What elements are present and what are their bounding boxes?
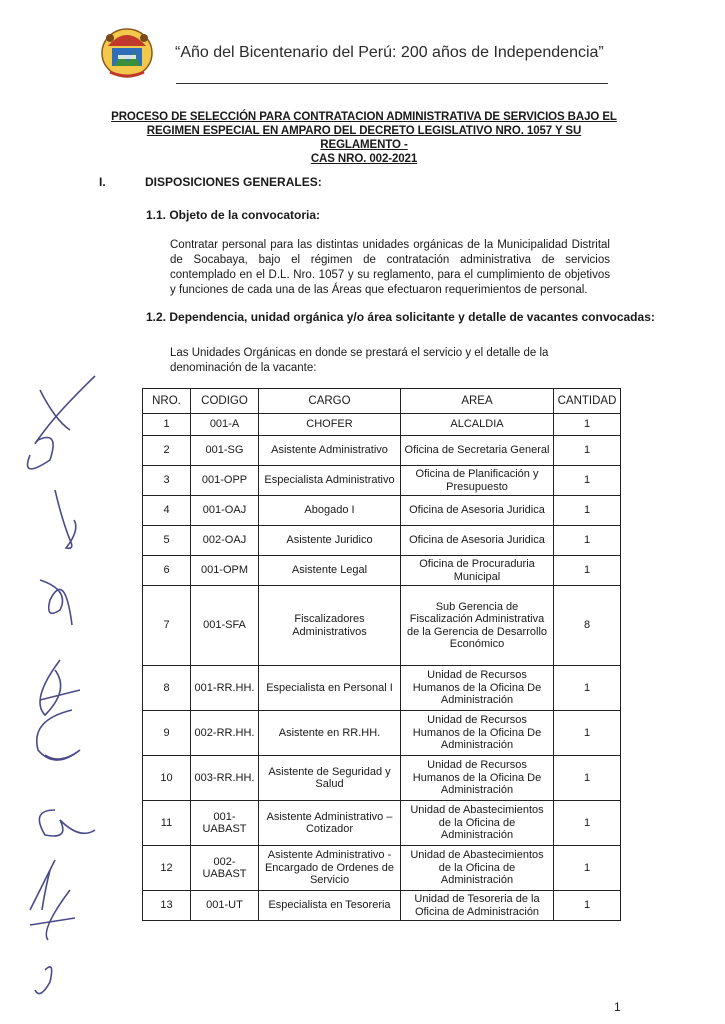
- table-row: [143, 526, 621, 556]
- table-row: [143, 556, 621, 586]
- cell-nro: 11: [143, 801, 191, 846]
- cell-cantidad: 1: [554, 556, 621, 586]
- section-number: I.: [99, 175, 106, 189]
- table-row: [143, 891, 621, 921]
- cell-cargo: Asistente Juridico: [259, 526, 401, 556]
- cell-nro: 7: [143, 586, 191, 666]
- vacancies-table: [142, 388, 621, 921]
- cell-nro: 6: [143, 556, 191, 586]
- cell-area: ALCALDIA: [401, 414, 554, 436]
- cell-codigo: 001-UABAST: [191, 801, 259, 846]
- cell-area: Sub Gerencia de Fiscalización Administrativa de la Gerencia de Desarrollo Económico: [401, 586, 554, 666]
- table-row: [143, 666, 621, 711]
- subsection-1-title: 1.1. Objeto de la convocatoria:: [146, 208, 321, 222]
- cell-codigo: 002-RR.HH.: [191, 711, 259, 756]
- cell-area: Unidad de Recursos Humanos de la Oficina De Administración: [401, 666, 554, 711]
- cell-nro: 1: [143, 414, 191, 436]
- cell-area: Oficina de Secretaria General: [401, 436, 554, 466]
- cell-area: Oficina de Asesoria Juridica: [401, 526, 554, 556]
- cell-codigo: 001-RR.HH.: [191, 666, 259, 711]
- subsection-2-title: 1.2. Dependencia, unidad orgánica y/o área solicitante y detalle de vacantes convocadas:: [146, 310, 655, 324]
- cell-cantidad: 1: [554, 466, 621, 496]
- cell-codigo: 002-UABAST: [191, 846, 259, 891]
- table-row: [143, 846, 621, 891]
- cell-cargo: Asistente en RR.HH.: [259, 711, 401, 756]
- cell-cargo: Abogado I: [259, 496, 401, 526]
- cell-cantidad: 1: [554, 801, 621, 846]
- cell-area: Oficina de Procuraduria Municipal: [401, 556, 554, 586]
- cell-cargo: Asistente de Seguridad y Salud: [259, 756, 401, 801]
- table-row: [143, 414, 621, 436]
- table-row: [143, 801, 621, 846]
- table-row: [143, 496, 621, 526]
- cell-nro: 2: [143, 436, 191, 466]
- cell-cargo: Asistente Legal: [259, 556, 401, 586]
- title-line-3: CAS NRO. 002-2021: [310, 153, 418, 165]
- cell-codigo: 001-SFA: [191, 586, 259, 666]
- cell-nro: 13: [143, 891, 191, 921]
- table-header-row: [143, 389, 621, 414]
- header-cantidad: CANTIDAD: [554, 389, 621, 414]
- table-body: [143, 414, 621, 921]
- table-row: [143, 436, 621, 466]
- table-row: [143, 756, 621, 801]
- cell-cantidad: 8: [554, 586, 621, 666]
- cell-cargo: Especialista en Tesoreria: [259, 891, 401, 921]
- cell-nro: 10: [143, 756, 191, 801]
- header-slogan: “Año del Bicentenario del Perú: 200 años de Independencia”: [175, 44, 604, 61]
- cell-codigo: 001-OAJ: [191, 496, 259, 526]
- cell-codigo: 001-OPM: [191, 556, 259, 586]
- header-codigo: CODIGO: [191, 389, 259, 414]
- page-number: 1: [614, 1000, 621, 1014]
- cell-cargo: CHOFER: [259, 414, 401, 436]
- document-title: [108, 110, 620, 166]
- section-title: DISPOSICIONES GENERALES:: [145, 175, 322, 189]
- cell-area: Unidad de Tesoreria de la Oficina de Administración: [401, 891, 554, 921]
- table-row: [143, 466, 621, 496]
- table-row: [143, 586, 621, 666]
- cell-codigo: 001-SG: [191, 436, 259, 466]
- cell-nro: 12: [143, 846, 191, 891]
- header-area: AREA: [401, 389, 554, 414]
- cell-codigo: 001-OPP: [191, 466, 259, 496]
- table-row: [143, 711, 621, 756]
- header-nro: NRO.: [143, 389, 191, 414]
- cell-cantidad: 1: [554, 414, 621, 436]
- cell-nro: 5: [143, 526, 191, 556]
- cell-nro: 3: [143, 466, 191, 496]
- cell-cantidad: 1: [554, 756, 621, 801]
- title-line-2: REGIMEN ESPECIAL EN AMPARO DEL DECRETO LEGISLATIVO NRO. 1057 Y SU REGLAMENTO -: [146, 125, 582, 151]
- cell-cantidad: 1: [554, 436, 621, 466]
- cell-nro: 8: [143, 666, 191, 711]
- cell-cargo: Fiscalizadores Administrativos: [259, 586, 401, 666]
- cell-area: Unidad de Abastecimientos de la Oficina de Administración: [401, 801, 554, 846]
- cell-cantidad: 1: [554, 496, 621, 526]
- cell-area: Oficina de Planificación y Presupuesto: [401, 466, 554, 496]
- cell-codigo: 001-A: [191, 414, 259, 436]
- cell-nro: 9: [143, 711, 191, 756]
- cell-area: Oficina de Asesoria Juridica: [401, 496, 554, 526]
- cell-area: Unidad de Abastecimientos de la Oficina de Administración: [401, 846, 554, 891]
- title-line-1: PROCESO DE SELECCIÓN PARA CONTRATACION ADMINISTRATIVA DE SERVICIOS BAJO EL: [111, 111, 617, 123]
- cell-cargo: Asistente Administrativo: [259, 436, 401, 466]
- cell-nro: 4: [143, 496, 191, 526]
- header-cargo: CARGO: [259, 389, 401, 414]
- cell-codigo: 001-UT: [191, 891, 259, 921]
- cell-cargo: Especialista en Personal I: [259, 666, 401, 711]
- cell-area: Unidad de Recursos Humanos de la Oficina De Administración: [401, 756, 554, 801]
- cell-cantidad: 1: [554, 891, 621, 921]
- cell-cargo: Asistente Administrativo – Cotizador: [259, 801, 401, 846]
- cell-cargo: Asistente Administrativo - Encargado de Ordenes de Servicio: [259, 846, 401, 891]
- subsection-2-text: Las Unidades Orgánicas en donde se prestará el servicio y el detalle de la denominación de la vacante:: [170, 347, 549, 374]
- cell-cantidad: 1: [554, 846, 621, 891]
- cell-cantidad: 1: [554, 666, 621, 711]
- cell-codigo: 002-OAJ: [191, 526, 259, 556]
- cell-cargo: Especialista Administrativo: [259, 466, 401, 496]
- cell-cantidad: 1: [554, 526, 621, 556]
- cell-codigo: 003-RR.HH.: [191, 756, 259, 801]
- subsection-1-text: Contratar personal para las distintas unidades orgánicas de la Municipalidad Distrital de Socabaya, bajo el régimen de contratación administrativa de servicios contemplado en el D.L. Nro. 1057 y su reglamento, para el cumplimiento de objetivos y funciones de cada una de las Áreas que efectuaron requerimientos de personal.: [170, 239, 610, 296]
- cell-cantidad: 1: [554, 711, 621, 756]
- cell-area: Unidad de Recursos Humanos de la Oficina De Administración: [401, 711, 554, 756]
- municipality-logo: [100, 22, 154, 80]
- margin-signatures: [0, 370, 130, 1010]
- header-divider: [176, 83, 608, 84]
